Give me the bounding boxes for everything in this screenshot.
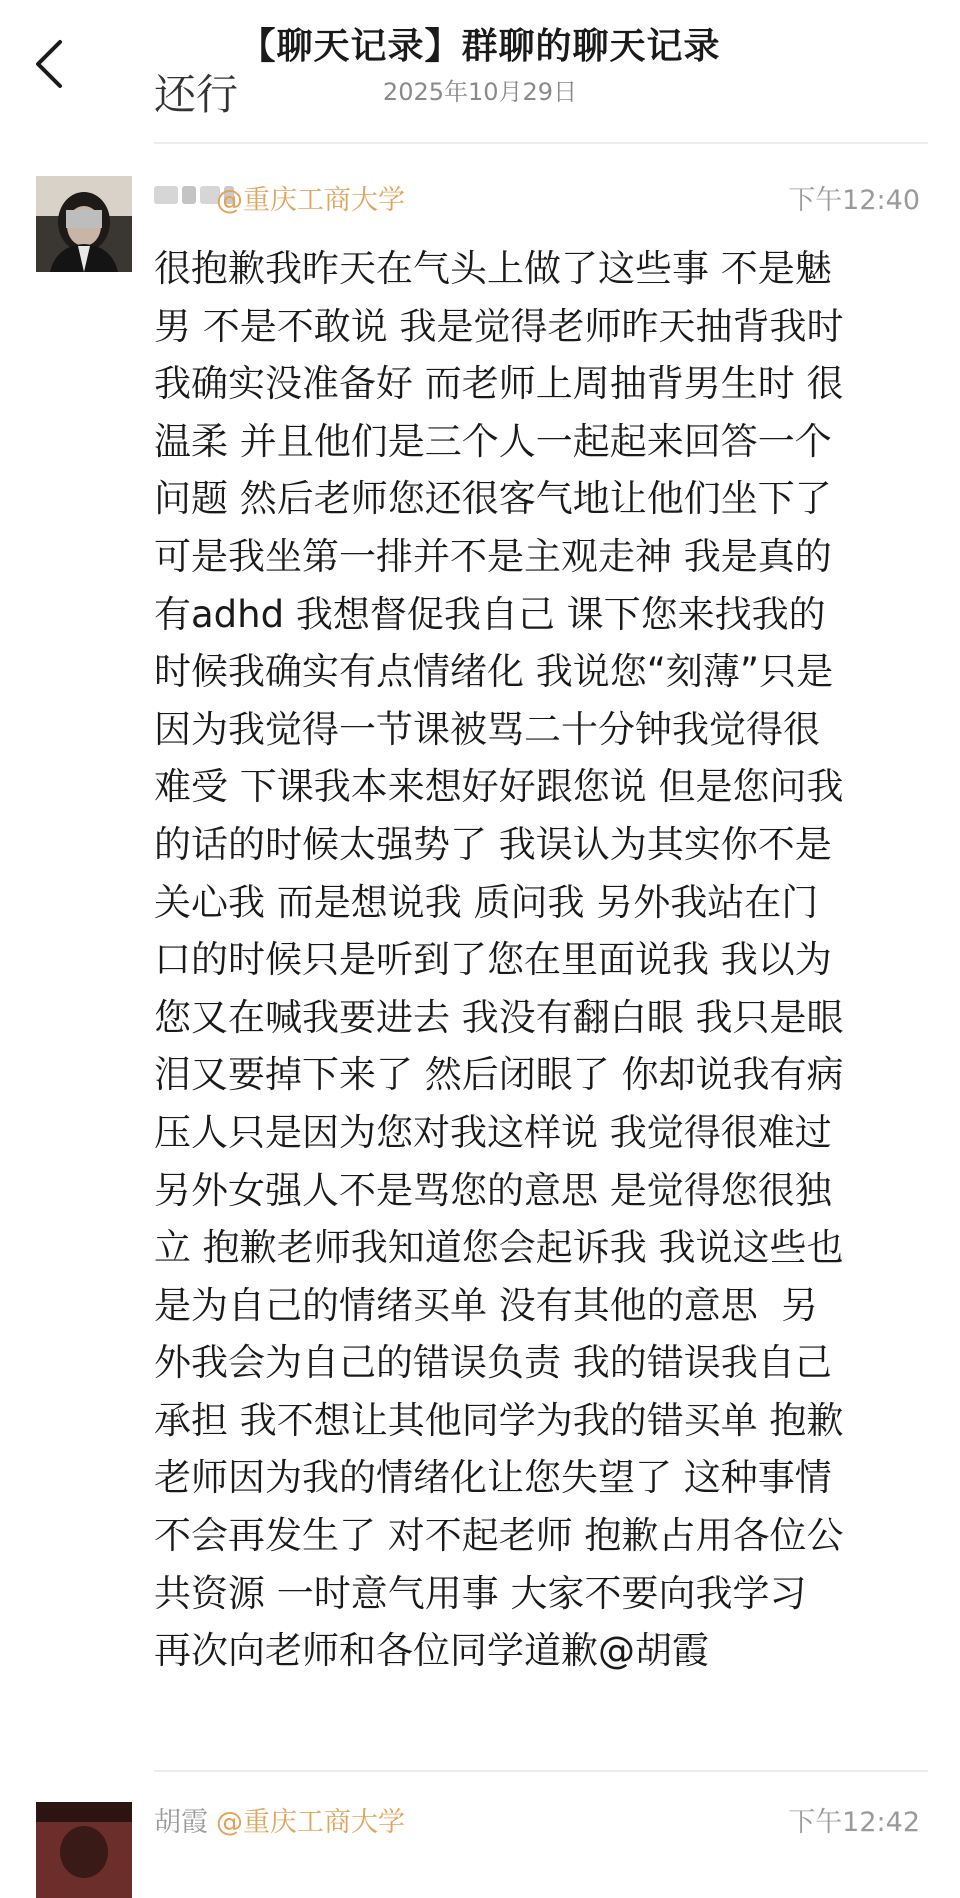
message-line: 温柔 并且他们是三个人一起起来回答一个: [154, 419, 832, 463]
message-line: 再次向老师和各位同学道歉@胡霞: [154, 1629, 709, 1673]
message-line: 口的时候只是听到了您在里面说我 我以为: [154, 938, 832, 982]
message-time: 下午12:40: [788, 185, 920, 216]
message-line: 关心我 而是想说我 质问我 另外我站在门: [154, 880, 819, 924]
avatar[interactable]: [36, 176, 132, 272]
message-line: 共资源 一时意气用事 大家不要向我学习: [154, 1571, 807, 1615]
message-line: 问题 然后老师您还很客气地让他们坐下了: [154, 477, 832, 521]
sender-photo: [36, 176, 132, 272]
message-line: 可是我坐第一排并不是主观走神 我是真的: [154, 534, 832, 578]
message-line: 压人只是因为您对我这样说 我觉得很难过: [154, 1110, 832, 1154]
message-line: 立 抱歉老师我知道您会起诉我 我说这些也: [154, 1226, 844, 1270]
message-divider: [154, 142, 928, 144]
message-line: 男 不是不敢说 我是觉得老师昨天抽背我时: [154, 304, 844, 348]
message-line: 承担 我不想让其他同学为我的错买单 抱歉: [154, 1398, 844, 1442]
message-line: 泪又要掉下来了 然后闭眼了 你却说我有病: [154, 1053, 844, 1097]
sender-name: 胡霞: [154, 1807, 208, 1838]
sender-org: @重庆工商大学: [216, 185, 405, 216]
message-line: 您又在喊我要进去 我没有翻白眼 我只是眼: [154, 995, 844, 1039]
sender-photo: [36, 1802, 132, 1898]
sender-org: @重庆工商大学: [216, 1807, 405, 1838]
message-time: 下午12:42: [788, 1807, 920, 1838]
sender-row: [154, 1800, 928, 1838]
message-divider: [154, 1770, 928, 1772]
message-line: 另外女强人不是骂您的意思 是觉得您很独: [154, 1168, 832, 1212]
chat-date: 2025年10月29日: [382, 78, 578, 106]
message-line: 有adhd 我想督促我自己 课下您来找我的: [154, 592, 826, 636]
message-line: 的话的时候太强势了 我误认为其实你不是: [154, 822, 832, 866]
sender-row: [154, 178, 928, 216]
message-line: 因为我觉得一节课被骂二十分钟我觉得很: [154, 707, 820, 751]
message-line: 我确实没准备好 而老师上周抽背男生时 很: [154, 362, 844, 406]
avatar[interactable]: [36, 1802, 132, 1898]
message-line: 老师因为我的情绪化让您失望了 这种事情: [154, 1456, 832, 1500]
message-line: 外我会为自己的错误负责 我的错误我自己: [154, 1341, 832, 1385]
message-line: 很抱歉我昨天在气头上做了这些事 不是魅: [154, 247, 832, 290]
message-text: [154, 240, 954, 1680]
previous-message-fragment: 还行: [154, 70, 239, 119]
message-line: 是为自己的情绪买单 没有其他的意思 另: [154, 1283, 819, 1327]
message-line: 不会再发生了 对不起老师 抱歉占用各位公: [154, 1514, 844, 1558]
message-line: 时候我确实有点情绪化 我说您“刻薄”只是: [154, 650, 834, 694]
page-title: 【聊天记录】群聊的聊天记录: [239, 26, 721, 67]
message-line: 难受 下课我本来想好好跟您说 但是您问我: [154, 765, 844, 809]
